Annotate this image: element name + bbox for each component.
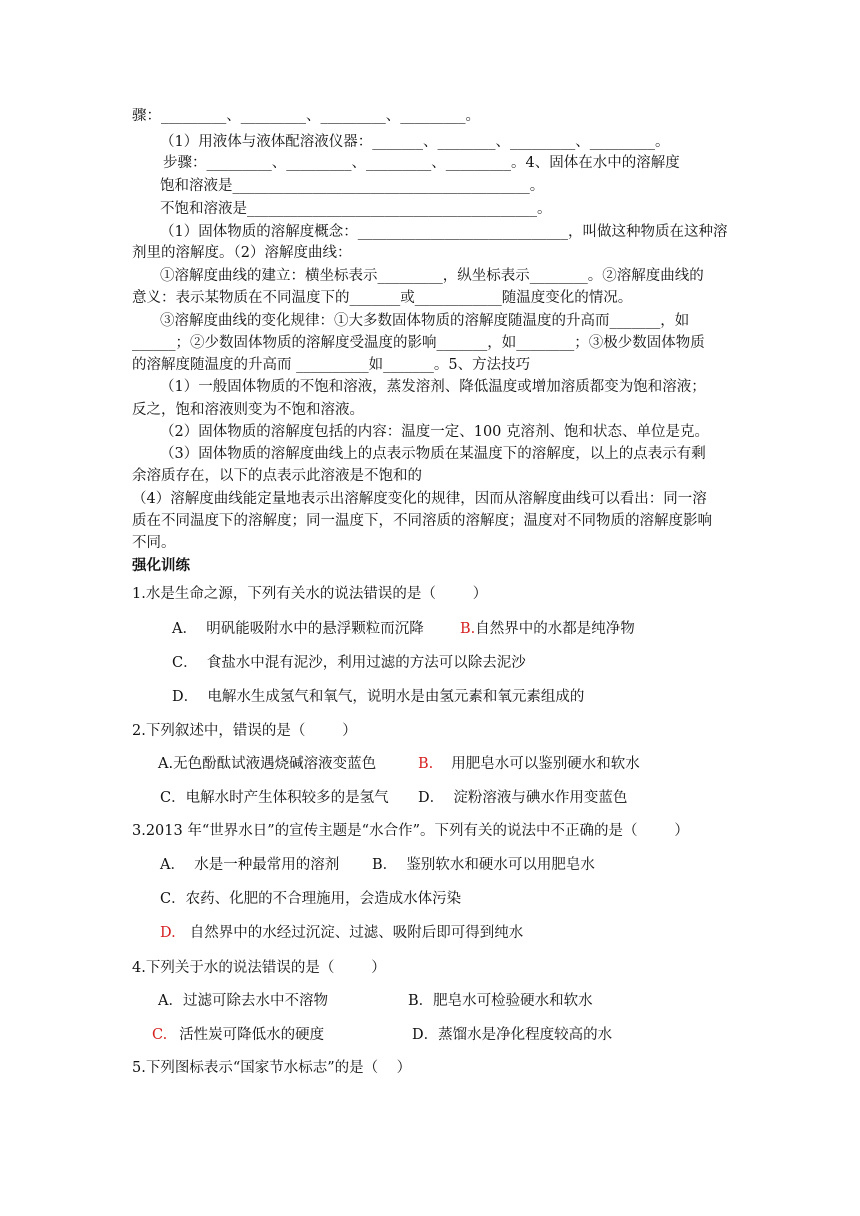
text-line: 剂里的溶解度。（2）溶解度曲线： <box>132 245 352 261</box>
question-stem: 5.下列图标表示“国家节水标志”的是（ ） <box>132 1060 412 1076</box>
option-b: B． 鉴别软水和硬水可以用肥皂水 <box>372 857 595 873</box>
option-text: 自然界中的水经过沉淀、过滤、吸附后即可得到纯水 <box>189 925 524 941</box>
text-line: （1）一般固体物质的不饱和溶液，蒸发溶剂、降低温度或增加溶质都变为饱和溶液； <box>160 379 706 395</box>
text-line: 余溶质存在，以下的点表示此溶液是不饱和的 <box>132 468 422 484</box>
text-line: 质在不同温度下的溶解度；同一温度下，不同溶质的溶解度；温度对不同物质的溶解度影响 <box>132 513 712 529</box>
option-c <box>152 1025 324 1045</box>
option-text: 自然界中的水都是纯净物 <box>475 621 635 637</box>
text-line: ______；②少数固体物质的溶解度受温度的影响_______，如________；③极少数固体物质 <box>132 335 705 351</box>
text-line: 反之，饱和溶液则变为不饱和溶液。 <box>132 402 364 418</box>
question-stem: 2.下列叙述中，错误的是（ ） <box>132 723 357 739</box>
text-line: 骤：_________、_________、_________、_________。 <box>132 108 480 124</box>
option-c: C．农药、化肥的不合理施用，会造成水体污染 <box>160 891 462 907</box>
option-b <box>460 619 635 639</box>
answer-marker: B. <box>418 756 434 772</box>
text-line: （2）固体物质的溶解度包括的内容：温度一定、100 克溶剂、饱和状态、单位是克。 <box>160 424 710 440</box>
option-text: 用肥皂水可以鉴别硬水和软水 <box>451 756 640 772</box>
option-b: B．肥皂水可检验硬水和软水 <box>408 993 593 1009</box>
section-title: 强化训练 <box>132 558 190 574</box>
text-line: （1）固体物质的溶解度概念：_____________________________，叫做这种物质在这种溶 <box>160 224 728 240</box>
text-line: 的溶解度随温度的升高而 __________如_______。5、方法技巧 <box>132 357 531 373</box>
answer-marker: B. <box>460 621 476 637</box>
option-c: C．电解水时产生体积较多的是氢气 <box>160 790 389 806</box>
option-a: A． 明矾能吸附水中的悬浮颗粒而沉降 <box>172 621 424 637</box>
text-line: 不同。 <box>132 535 176 551</box>
option-c: C． 食盐水中混有泥沙，利用过滤的方法可以除去泥沙 <box>172 655 526 671</box>
text-line: 不饱和溶液是________________________________________。 <box>160 201 552 217</box>
option-text: 活性炭可降低水的硬度 <box>179 1027 325 1043</box>
option-d: D． 电解水生成氢气和氧气，说明水是由氢元素和氧元素组成的 <box>172 689 585 705</box>
text-line: （1）用液体与液体配溶液仪器：_______、________、_________、_________。 <box>160 134 670 150</box>
option-d: D．蒸馏水是净化程度较高的水 <box>412 1027 613 1043</box>
text-line: （4）溶解度曲线能定量地表示出溶解度变化的规律，因而从溶解度曲线可以看出：同一溶 <box>132 491 707 507</box>
option-d: D． 淀粉溶液与碘水作用变蓝色 <box>418 790 628 806</box>
answer-marker: D. <box>160 925 176 941</box>
option-d <box>160 923 523 943</box>
option-b <box>418 754 640 774</box>
text-line: ①溶解度曲线的建立：横坐标表示_________，纵坐标表示________。②溶解度曲线的 <box>160 268 704 284</box>
option-a: A.无色酚酞试液遇烧碱溶液变蓝色 <box>158 756 377 772</box>
text-line: 步骤：_________、_________、_________、_________。4、固体在水中的溶解度 <box>163 155 680 171</box>
option-a: A． 水是一种最常用的溶剂 <box>160 857 340 873</box>
text-line: 意义：表示某物质在不同温度下的_______或____________随温度变化的情况。 <box>132 290 633 306</box>
text-line: ③溶解度曲线的变化规律：①大多数固体物质的溶解度随温度的升高而_______，如 <box>160 313 690 329</box>
answer-marker: C. <box>152 1027 168 1043</box>
text-line: （3）固体物质的溶解度曲线上的点表示物质在某温度下的溶解度，以上的点表示有剩 <box>160 446 706 462</box>
question-stem: 1.水是生命之源，下列有关水的说法错误的是（ ） <box>132 586 488 602</box>
text-line: 饱和溶液是_________________________________________。 <box>160 178 545 194</box>
question-stem: 3.2013 年“世界水日”的宣传主题是“水合作”。下列有关的说法中不正确的是（ ） <box>132 823 689 839</box>
question-stem: 4.下列关于水的说法错误的是（ ） <box>132 960 386 976</box>
option-a: A．过滤可除去水中不溶物 <box>158 993 328 1009</box>
